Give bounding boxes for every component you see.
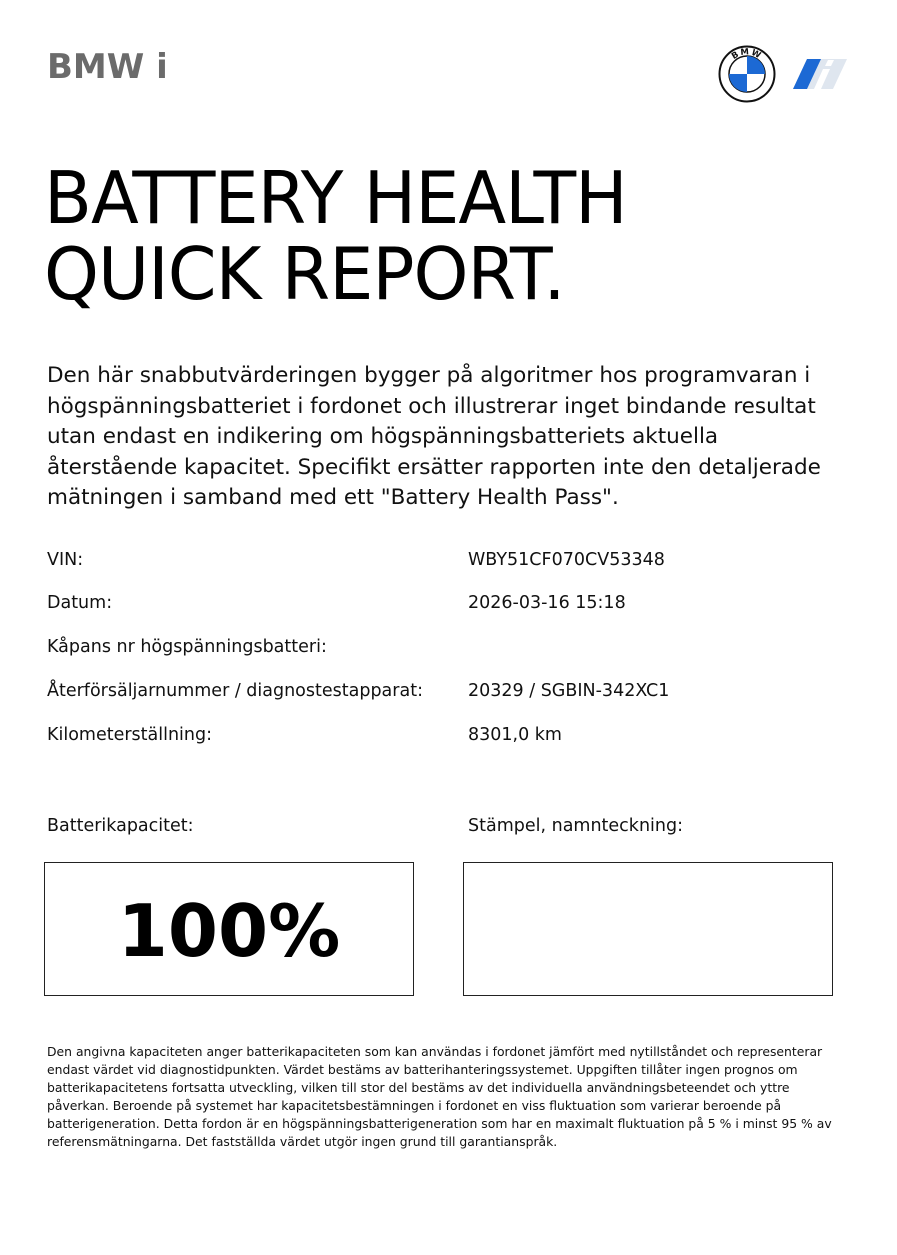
battery-capacity-label: Batterikapacitet: xyxy=(47,816,194,836)
mileage-value: 8301,0 km xyxy=(468,725,562,745)
battery-capacity-box xyxy=(44,862,414,996)
battery-cover-number-label: Kåpans nr högspänningsbatteri: xyxy=(47,637,327,657)
bmw-i-logo xyxy=(793,58,847,90)
intro-paragraph: Den här snabbutvärderingen bygger på algoritmer hos programvaran i högspänningsbatteriet i fordonet och illustrerar inget bindande resultat utan endast en indikering om högspänningsbatteriets aktuella återstående kapacitet. Specifikt ersätter rapporten inte den detaljerade mätningen i samband med ett "Battery Health Pass". xyxy=(47,363,821,510)
date-value: 2026-03-16 15:18 xyxy=(468,593,626,613)
date-label: Datum: xyxy=(47,593,113,613)
vin-label: VIN: xyxy=(47,550,84,570)
bmw-roundel-logo xyxy=(718,45,776,103)
title-line-1: BATTERY HEALTH xyxy=(44,156,627,240)
vin-value: WBY51CF070CV53348 xyxy=(468,550,665,570)
mileage-label: Kilometerställning: xyxy=(47,725,213,745)
dealer-diagnostic-value: 20329 / SGBIN-342XC1 xyxy=(468,681,670,701)
disclaimer-text: Den angivna kapaciteten anger batterikapaciteten som kan användas i fordonet jämfört med nytillståndet och representerar endast värdet vid diagnostidpunkten. Värdet bestäms av batterihanteringssystemet. Uppgiften tillåter ingen prognos om batterikapacitetens fortsatta utveckling, vilken till stor del bestäms av det individuella användningsbeteendet och yttre påverkan. Beroende på systemet har kapacitetsbestämningen i fordonet en viss fluktuation som varierar beroende på batterigeneration. Detta fordon är en högspänningsbatterigeneration som har en maximalt fluktuation på 5 % i minst 95 % av referensmätningarna. Det fastställda värdet utgör ingen grund till garantianspråk. xyxy=(47,1044,832,1149)
brand-wordmark: BMW i xyxy=(47,47,168,87)
stamp-signature-label: Stämpel, namnteckning: xyxy=(468,816,683,836)
battery-capacity-value: 100% xyxy=(117,889,341,973)
title-line-2: QUICK REPORT. xyxy=(44,232,565,316)
dealer-diagnostic-label: Återförsäljarnummer / diagnostestapparat: xyxy=(47,681,423,701)
stamp-signature-box xyxy=(463,862,833,996)
page-title xyxy=(44,156,627,316)
roundel-text: BMW xyxy=(730,47,764,62)
